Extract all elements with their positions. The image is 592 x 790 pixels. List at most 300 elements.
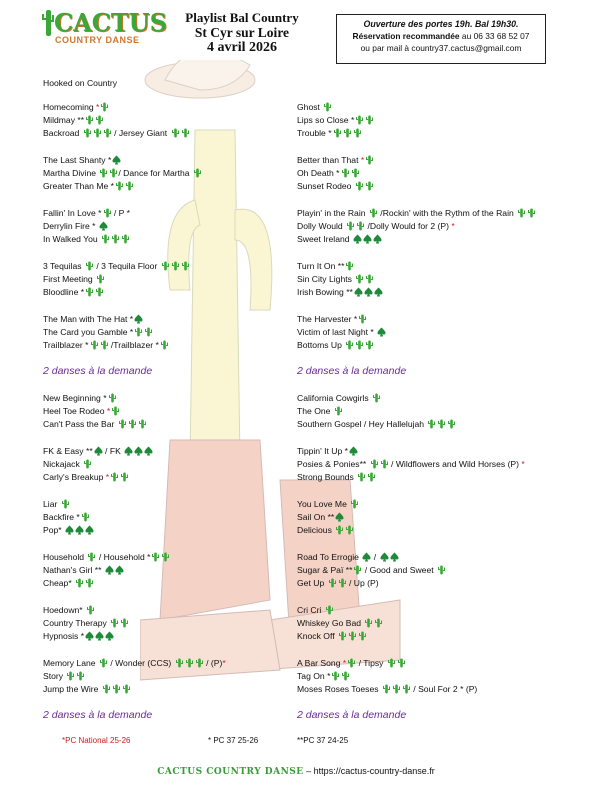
entry-text: / FK <box>102 446 124 456</box>
entry-text: Sin City Lights <box>297 274 355 284</box>
playlist-entry <box>43 552 170 563</box>
cactus-icon <box>193 168 202 178</box>
dance-on-demand-note <box>43 710 152 721</box>
cactus-icon <box>128 419 137 429</box>
entry-text: / Tipsy <box>356 658 386 668</box>
playlist-entry <box>43 261 190 272</box>
cactus-icon <box>76 671 85 681</box>
entry-text: Country Therapy <box>43 618 110 628</box>
entry-text: The Card you Gamble * <box>43 327 134 337</box>
playlist-entry <box>297 181 374 192</box>
playlist-entry <box>297 261 354 272</box>
cactus-icon <box>100 102 109 112</box>
entry-text: Cri Cri <box>297 605 324 615</box>
cactus-icon <box>112 684 121 694</box>
page-footer <box>0 766 592 777</box>
spade-icon <box>134 314 143 324</box>
cactus-icon <box>345 525 354 535</box>
cactus-icon <box>160 340 169 350</box>
entry-text: Strong Bounds <box>297 472 357 482</box>
entry-text: Homecoming <box>43 102 97 112</box>
cactus-icon <box>358 631 367 641</box>
logo-main-text: CACTUS <box>54 8 167 37</box>
spade-icon <box>349 446 358 456</box>
entry-text: Hoedown* <box>43 605 86 615</box>
playlist-entry <box>297 314 367 325</box>
entry-text: Road To Errogie <box>297 552 362 562</box>
pc-national-marker: * <box>105 472 110 482</box>
entry-text: Story <box>43 671 66 681</box>
cactus-icon <box>338 631 347 641</box>
cactus-icon <box>86 605 95 615</box>
cactus-icon <box>83 128 92 138</box>
spade-icon <box>75 525 84 535</box>
playlist-entry <box>297 459 525 470</box>
entry-text: / Good and Sweet <box>362 565 436 575</box>
cactus-icon <box>380 459 389 469</box>
entry-text: Trailblazer * <box>43 340 89 350</box>
cactus-icon <box>382 684 391 694</box>
playlist-entry <box>43 115 104 126</box>
cactus-icon <box>364 618 373 628</box>
entry-text: Greater Than Me * <box>43 181 115 191</box>
entry-text: Martha Divine <box>43 168 99 178</box>
playlist-entry <box>297 274 374 285</box>
spade-icon <box>94 446 103 456</box>
cactus-icon <box>99 168 108 178</box>
spade-icon <box>65 525 74 535</box>
cactus-icon <box>138 419 147 429</box>
entry-text: / Jersey Giant <box>111 128 170 138</box>
playlist-entry <box>297 499 359 510</box>
dance-on-demand-note <box>297 710 406 721</box>
playlist-entry <box>297 578 379 589</box>
playlist-entry <box>297 340 374 351</box>
entry-text: 3 Tequilas <box>43 261 84 271</box>
cactus-icon <box>355 115 364 125</box>
cactus-icon <box>151 552 160 562</box>
playlist-entry <box>43 314 143 325</box>
entry-text: Dolly Would <box>297 221 346 231</box>
playlist-entry <box>43 684 131 695</box>
playlist-entry <box>43 618 129 629</box>
cactus-icon <box>351 168 360 178</box>
entry-text: / (P) <box>203 658 223 668</box>
entry-text: Get Up <box>297 578 327 588</box>
playlist-entry <box>297 155 374 166</box>
spade-icon <box>105 565 114 575</box>
note-pc37-2526: * PC 37 25-26 <box>208 736 259 745</box>
cactus-icon <box>103 128 112 138</box>
playlist-entry <box>297 565 446 576</box>
cactus-icon <box>335 525 344 535</box>
playlist-entry <box>297 525 354 536</box>
cactus-icon <box>365 340 374 350</box>
opening-hours: Ouverture des portes 19h. Bal 19h30. <box>363 19 519 29</box>
entry-text: 2 danses à la demande <box>297 365 407 377</box>
cactus-icon <box>93 128 102 138</box>
cactus-icon <box>369 208 378 218</box>
spade-icon <box>95 631 104 641</box>
cactus-icon <box>372 393 381 403</box>
entry-text: Fallin' In Love * <box>43 208 102 218</box>
playlist-entry <box>297 419 456 430</box>
note-pc37-2425: **PC 37 24-25 <box>297 736 349 745</box>
cactus-icon <box>358 314 367 324</box>
entry-text: Backroad <box>43 128 82 138</box>
playlist-entry <box>297 287 383 298</box>
cactus-icon <box>427 419 436 429</box>
playlist-entry <box>43 658 226 669</box>
playlist-entry <box>297 115 374 126</box>
entry-text: Hooked on Country <box>43 78 118 88</box>
cactus-icon <box>346 221 355 231</box>
cactus-icon <box>144 327 153 337</box>
cactus-icon <box>103 208 112 218</box>
pc-national-marker: * <box>521 459 525 469</box>
entry-text: Sweet Ireland <box>297 234 352 244</box>
playlist-entry <box>43 221 108 232</box>
spade-icon <box>112 155 121 165</box>
playlist-entry <box>297 234 382 245</box>
cactus-icon <box>85 261 94 271</box>
entry-text: Household <box>43 552 87 562</box>
cactus-icon <box>387 658 396 668</box>
cactus-icon <box>357 472 366 482</box>
spade-icon <box>99 221 108 231</box>
playlist-entry <box>43 78 117 89</box>
venue-title: St Cyr sur Loire <box>194 25 290 40</box>
playlist-entry <box>43 605 95 616</box>
playlist-entry <box>43 631 114 642</box>
entry-text: Playin' in the Rain <box>297 208 368 218</box>
entry-text: Nathan's Girl ** <box>43 565 104 575</box>
entry-text: Whiskey Go Bad <box>297 618 364 628</box>
playlist-entry <box>297 208 536 219</box>
entry-text: Jump the Wire <box>43 684 101 694</box>
pc-national-marker: * <box>106 406 111 416</box>
cactus-icon <box>66 671 75 681</box>
cactus-icon <box>120 618 129 628</box>
entry-text: Knock Off <box>297 631 337 641</box>
playlist-entry <box>297 618 383 629</box>
cactus-icon <box>171 261 180 271</box>
entry-text: Victim of last Night * <box>297 327 377 337</box>
playlist-entry <box>297 552 399 563</box>
entry-text: Turn It On ** <box>297 261 345 271</box>
spade-icon <box>373 234 382 244</box>
playlist-entry <box>43 168 202 179</box>
cactus-icon <box>181 261 190 271</box>
cactus-icon <box>85 578 94 588</box>
playlist-entry <box>43 327 153 338</box>
entry-text: California Cowgirls <box>297 393 372 403</box>
cactus-icon <box>365 115 374 125</box>
dance-on-demand-note <box>297 366 406 377</box>
spade-icon <box>85 631 94 641</box>
cactus-icon <box>348 631 357 641</box>
entry-text: Trouble * <box>297 128 332 138</box>
entry-text: 2 danses à la demande <box>43 709 153 721</box>
playlist-entry <box>297 168 360 179</box>
cactus-icon <box>370 459 379 469</box>
playlist-entry <box>43 234 130 245</box>
cactus-icon <box>365 181 374 191</box>
entry-text: /Dolly Would for 2 (P) <box>365 221 452 231</box>
pc-national-marker: * <box>360 155 365 165</box>
entry-text: / Soul For 2 * (P) <box>410 684 478 694</box>
logo-sub-text: COUNTRY DANSE <box>55 35 140 45</box>
entry-text: Memory Lane <box>43 658 98 668</box>
playlist-entry <box>297 512 344 523</box>
cactus-icon <box>110 472 119 482</box>
playlist-entry <box>43 459 92 470</box>
playlist-entry <box>43 340 169 351</box>
entry-text: Irish Bowing ** <box>297 287 353 297</box>
entry-text: / P * <box>111 208 130 218</box>
playlist-entry <box>43 419 147 430</box>
cactus-icon <box>95 287 104 297</box>
entry-text: Can't Pass the Bar <box>43 419 117 429</box>
spade-icon <box>377 327 386 337</box>
cactus-icon <box>517 208 526 218</box>
entry-text: /Trailblazer * <box>108 340 159 350</box>
cactus-icon <box>367 472 376 482</box>
cactus-icon <box>437 565 446 575</box>
entry-text: Sunset Rodeo <box>297 181 354 191</box>
cactus-icon <box>338 578 347 588</box>
playlist-entry <box>43 446 153 457</box>
entry-text: The Man with The Hat * <box>43 314 134 324</box>
entry-text: Mildmay ** <box>43 115 85 125</box>
cactus-icon <box>331 671 340 681</box>
entry-text: You Love Me <box>297 499 350 509</box>
cactus-icon <box>85 287 94 297</box>
spade-icon <box>353 234 362 244</box>
entry-text: Hypnosis * <box>43 631 85 641</box>
cactus-icon <box>333 128 342 138</box>
cactus-icon <box>343 128 352 138</box>
playlist-entry <box>43 671 85 682</box>
cactus-icon <box>120 472 129 482</box>
playlist-entry <box>297 221 455 232</box>
spade-icon <box>380 552 389 562</box>
playlist-entry <box>297 671 350 682</box>
playlist-entry <box>297 102 332 113</box>
cactus-icon <box>345 261 354 271</box>
cactus-icon <box>161 552 170 562</box>
cactus-icon <box>101 234 110 244</box>
cactus-icon <box>102 684 111 694</box>
entry-text: The Harvester * <box>297 314 358 324</box>
entry-text: / Dance for Martha <box>118 168 192 178</box>
cactus-icon <box>356 221 365 231</box>
entry-text: 2 danses à la demande <box>297 709 407 721</box>
spade-icon <box>115 565 124 575</box>
cactus-icon <box>96 274 105 284</box>
cactus-icon <box>171 128 180 138</box>
playlist-entry <box>297 128 362 139</box>
cactus-icon <box>355 181 364 191</box>
pc-national-marker: * <box>222 658 226 668</box>
cactus-icon <box>397 658 406 668</box>
cactus-icon <box>90 340 99 350</box>
entry-text: Sugar & Paï ** <box>297 565 353 575</box>
playlist-entry <box>297 446 358 457</box>
entry-text: Better than That <box>297 155 361 165</box>
entry-text: / Wildflowers and Wild Horses (P) <box>388 459 522 469</box>
cactus-icon <box>437 419 446 429</box>
entry-text: /Rockin' with the Rythm of the Rain <box>377 208 517 218</box>
cactus-icon <box>350 499 359 509</box>
entry-text: / 3 Tequila Floor <box>93 261 160 271</box>
footer-brand: CACTUS COUNTRY DANSE <box>157 767 304 777</box>
playlist-entry <box>297 684 477 695</box>
spade-icon <box>105 631 114 641</box>
cactus-icon <box>345 340 354 350</box>
reservation-email: ou par mail à country37.cactus@gmail.com <box>360 43 522 53</box>
cactus-icon <box>374 618 383 628</box>
cactus-icon <box>61 499 70 509</box>
entry-text: Derrylin Fire * <box>43 221 98 231</box>
cactus-icon <box>347 658 356 668</box>
cactus-icon <box>122 684 131 694</box>
cactus-icon <box>83 459 92 469</box>
playlist-entry <box>43 499 70 510</box>
playlist-entry <box>43 208 130 219</box>
reservation-phone: au 06 33 68 52 07 <box>461 31 530 41</box>
cactus-icon <box>341 671 350 681</box>
info-box <box>336 14 546 64</box>
playlist-entry <box>43 472 129 483</box>
note-pc-national: *PC National 25-26 <box>62 736 131 745</box>
pc-national-marker: * <box>451 221 455 231</box>
playlist-entry <box>297 605 334 616</box>
entry-text: Posies & Ponies** <box>297 459 369 469</box>
cactus-icon <box>134 327 143 337</box>
entry-text: Nickajack <box>43 459 83 469</box>
entry-text: Carly's Breakup <box>43 472 106 482</box>
spade-icon <box>124 446 133 456</box>
entry-text: Backfire * <box>43 512 80 522</box>
cactus-icon <box>85 115 94 125</box>
cactus-icon <box>402 684 411 694</box>
playlist-entry <box>43 525 94 536</box>
cactus-country-danse-logo <box>40 6 167 50</box>
spade-icon <box>364 287 373 297</box>
cactus-icon <box>99 658 108 668</box>
cactus-icon <box>353 128 362 138</box>
entry-text: / Household * <box>96 552 151 562</box>
playlist-entry <box>43 578 94 589</box>
entry-text: / Up (P) <box>346 578 379 588</box>
entry-text: Liar <box>43 499 60 509</box>
pc-national-marker: * <box>96 102 100 112</box>
entry-text: Pop* <box>43 525 65 535</box>
playlist-entry <box>297 631 367 642</box>
cactus-icon <box>181 128 190 138</box>
spade-icon <box>134 446 143 456</box>
cactus-icon <box>365 274 374 284</box>
playlist-entry <box>297 406 343 417</box>
cactus-icon <box>100 340 109 350</box>
cactus-icon <box>95 115 104 125</box>
cactus-icon <box>447 419 456 429</box>
entry-text: Lips so Close * <box>297 115 355 125</box>
pc-national-marker: * <box>342 658 347 668</box>
cactus-icon <box>195 658 204 668</box>
cactus-icon <box>81 512 90 522</box>
playlist-entry <box>43 512 90 523</box>
playlist-entry <box>297 327 386 338</box>
entry-text: Sail On ** <box>297 512 335 522</box>
cactus-icon <box>527 208 536 218</box>
reservation-line <box>337 30 545 42</box>
playlist-entry <box>43 102 109 113</box>
cactus-icon <box>392 684 401 694</box>
playlist-entry <box>43 287 104 298</box>
playlist-entry <box>297 658 406 669</box>
page-title: Playlist Bal Country <box>185 10 299 25</box>
playlist-entry <box>43 406 120 417</box>
page-title-block <box>172 10 312 55</box>
spade-icon <box>374 287 383 297</box>
spade-icon <box>144 446 153 456</box>
playlist-entry <box>297 472 376 483</box>
cactus-icon <box>121 234 130 244</box>
cactus-icon <box>111 234 120 244</box>
playlist-entry <box>43 274 105 285</box>
cactus-icon <box>328 578 337 588</box>
cactus-icon <box>161 261 170 271</box>
entry-text: Bloodline * <box>43 287 85 297</box>
entry-text: FK & Easy ** <box>43 446 93 456</box>
spade-icon <box>85 525 94 535</box>
cactus-icon <box>111 406 120 416</box>
entry-text: Delicious <box>297 525 335 535</box>
spade-icon <box>363 234 372 244</box>
entry-text: 2 danses à la demande <box>43 365 153 377</box>
entry-text: In Walked You <box>43 234 101 244</box>
entry-text: Ghost <box>297 102 323 112</box>
entry-text: New Beginning * <box>43 393 107 403</box>
entry-text: The Last Shanty * <box>43 155 112 165</box>
entry-text: Southern Gospel / Hey Hallelujah <box>297 419 427 429</box>
spade-icon <box>335 512 344 522</box>
cactus-icon <box>185 658 194 668</box>
entry-text: Bottoms Up <box>297 340 345 350</box>
playlist-entry <box>43 155 121 166</box>
spade-icon <box>390 552 399 562</box>
entry-text: / Wonder (CCS) <box>107 658 174 668</box>
cactus-icon <box>125 181 134 191</box>
playlist-entry <box>43 128 190 139</box>
playlist-entry <box>297 393 381 404</box>
cactus-icon <box>108 393 117 403</box>
playlist-entry <box>43 181 134 192</box>
cactus-icon <box>355 274 364 284</box>
cactus-icon <box>115 181 124 191</box>
entry-text: Tag On * <box>297 671 331 681</box>
reservation-label: Réservation recommandée <box>352 31 460 41</box>
playlist-entry <box>43 565 124 576</box>
dance-on-demand-note <box>43 366 152 377</box>
entry-text: The One <box>297 406 333 416</box>
cactus-icon <box>341 168 350 178</box>
playlist-entry <box>43 393 117 404</box>
entry-text: Heel Toe Rodeo <box>43 406 107 416</box>
footer-url[interactable]: – https://cactus-country-danse.fr <box>303 766 435 776</box>
